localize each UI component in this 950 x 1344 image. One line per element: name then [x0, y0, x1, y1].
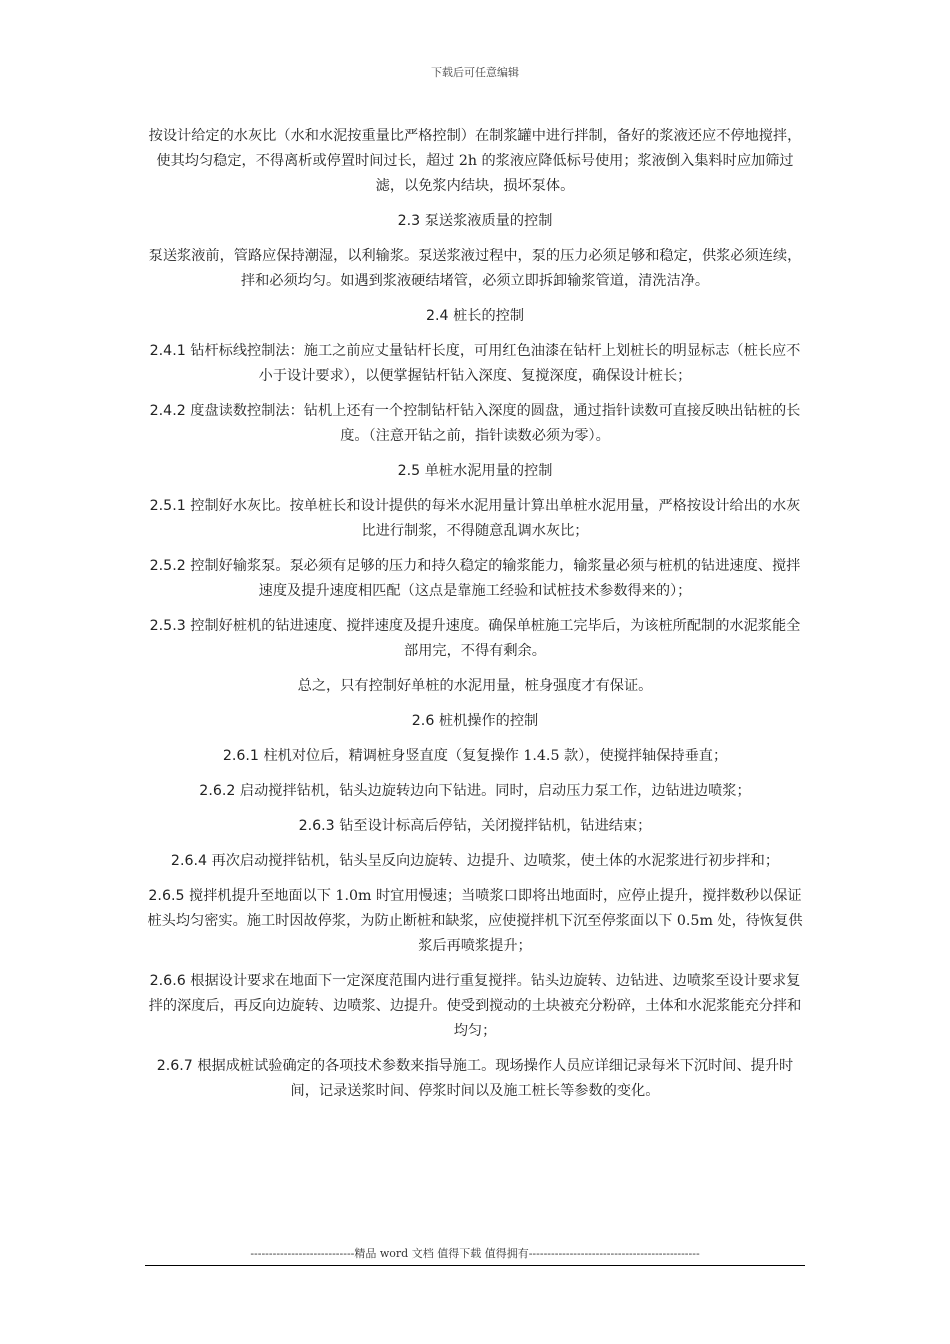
section-paragraph-2-6-6	[145, 969, 805, 1044]
section-number: 2.5	[397, 463, 421, 479]
section-number: 2.4.2	[149, 403, 186, 419]
paragraph-text: 搅拌机提升至地面以下 1.0m 时宜用慢速；当喷浆口即将出地面时，应停止提升，搅拌数秒以保证桩头均匀密实。施工时因故停浆，为防止断桩和缺浆，应使搅拌机下沉至停浆面以下 0.5m 处，待恢复供浆后再喷浆提升；	[147, 888, 803, 954]
section-paragraph-2-5	[145, 459, 805, 484]
section-number: 2.6.1	[222, 748, 259, 764]
section-number: 2.4	[425, 308, 449, 324]
section-number: 2.6.6	[149, 973, 186, 989]
page-footer: ----------------------------精品 word 文档 值得下载 值得拥有----------------------------------------------	[250, 1247, 700, 1260]
section-paragraph-2-4-2	[145, 399, 805, 449]
section-paragraph-2-6-1	[145, 744, 805, 769]
section-number: 2.6	[411, 713, 435, 729]
section-paragraph-2-6-2	[145, 779, 805, 804]
paragraph-text: 按设计给定的水灰比（水和水泥按重量比严格控制）在制浆罐中进行拌制，备好的浆液还应不停地搅拌，使其均匀稳定，不得离析或停置时间过长，超过 2h 的浆液应降低标号使用；浆液倒入集料时应加筛过滤，以免浆内结块，损坏泵体。	[148, 128, 802, 194]
section-number: 2.5.2	[149, 558, 186, 574]
paragraph-text: 控制好水灰比。按单桩长和设计提供的每米水泥用量计算出单桩水泥用量，严格按设计给出的水灰比进行制浆，不得随意乱调水灰比；	[190, 498, 801, 539]
paragraph-text: 控制好输浆泵。泵必须有足够的压力和持久稳定的输浆能力，输浆量必须与桩机的钻进速度、搅拌速度及提升速度相匹配（这点是靠施工经验和试桩技术参数得来的）；	[190, 558, 801, 599]
paragraph-text: 根据设计要求在地面下一定深度范围内进行重复搅拌。钻头边旋转、边钻进、边喷浆至设计要求复拌的深度后，再反向边旋转、边喷浆、边提升。使受到搅动的土块被充分粉碎，土体和水泥浆能充分拌和均匀；	[148, 973, 802, 1039]
section-paragraph-2-4	[145, 304, 805, 329]
paragraph-text: 度盘读数控制法：钻机上还有一个控制钻杆钻入深度的圆盘，通过指针读数可直接反映出钻桩的长度。（注意开钻之前，指针读数必须为零）。	[190, 403, 801, 444]
body-paragraph	[145, 674, 805, 699]
section-paragraph-2-4-1	[145, 339, 805, 389]
section-number: 2.6.3	[298, 818, 335, 834]
section-paragraph-2-5-2	[145, 554, 805, 604]
paragraph-text: 钻至设计标高后停钻，关闭搅拌钻机，钻进结束；	[339, 818, 652, 834]
paragraph-text: 柱机对位后，精调桩身竖直度（复复操作 1.4.5 款），使搅拌轴保持垂直；	[263, 748, 728, 764]
section-paragraph-2-6-3	[145, 814, 805, 839]
section-paragraph-2-5-1	[145, 494, 805, 544]
section-number: 2.4.1	[149, 343, 186, 359]
paragraph-text: 启动搅拌钻机，钻头边旋转边向下钻进。同时，启动压力泵工作，边钻进边喷浆；	[239, 783, 751, 799]
paragraph-text: 桩长的控制	[453, 308, 525, 324]
paragraph-text: 单桩水泥用量的控制	[424, 463, 553, 479]
body-paragraph	[145, 244, 805, 294]
section-number: 2.6.2	[199, 783, 236, 799]
section-paragraph-2-6	[145, 709, 805, 734]
section-paragraph-2-6-4	[145, 849, 805, 874]
section-number: 2.6.5	[148, 888, 185, 904]
section-paragraph-2-3	[145, 209, 805, 234]
footer-rule	[145, 1265, 805, 1266]
paragraph-text: 根据成桩试验确定的各项技术参数来指导施工。现场操作人员应详细记录每米下沉时间、提升时间，记录送浆时间、停浆时间以及施工桩长等参数的变化。	[197, 1058, 794, 1099]
paragraph-text: 桩机操作的控制	[438, 713, 539, 729]
document-body	[145, 124, 805, 1114]
page-header: 下载后可任意编辑	[431, 66, 519, 79]
section-paragraph-2-5-3	[145, 614, 805, 664]
section-paragraph-2-6-5	[145, 884, 805, 959]
paragraph-text: 钻杆标线控制法：施工之前应丈量钻杆长度，可用红色油漆在钻杆上划桩长的明显标志（桩长应不小于设计要求），以便掌握钻杆钻入深度、复搅深度，确保设计桩长；	[190, 343, 801, 384]
section-number: 2.5.3	[149, 618, 186, 634]
section-number: 2.3	[397, 213, 421, 229]
paragraph-text: 泵送浆液质量的控制	[424, 213, 553, 229]
section-number: 2.6.7	[156, 1058, 193, 1074]
paragraph-text: 控制好桩机的钻进速度、搅拌速度及提升速度。确保单桩施工完毕后，为该桩所配制的水泥浆能全部用完，不得有剩余。	[190, 618, 801, 659]
paragraph-text: 泵送浆液前，管路应保持潮湿，以利输浆。泵送浆液过程中，泵的压力必须足够和稳定，供浆必须连续，拌和必须均匀。如遇到浆液硬结堵管，必须立即拆卸输浆管道，清洗洁净。	[148, 248, 802, 289]
paragraph-text: 再次启动搅拌钻机，钻头呈反向边旋转、边提升、边喷浆，使土体的水泥浆进行初步拌和；	[211, 853, 780, 869]
paragraph-text: 总之，只有控制好单桩的水泥用量，桩身强度才有保证。	[297, 678, 653, 694]
section-paragraph-2-6-7	[145, 1054, 805, 1104]
body-paragraph	[145, 124, 805, 199]
section-number: 2.6.4	[170, 853, 208, 869]
section-number: 2.5.1	[149, 498, 186, 514]
